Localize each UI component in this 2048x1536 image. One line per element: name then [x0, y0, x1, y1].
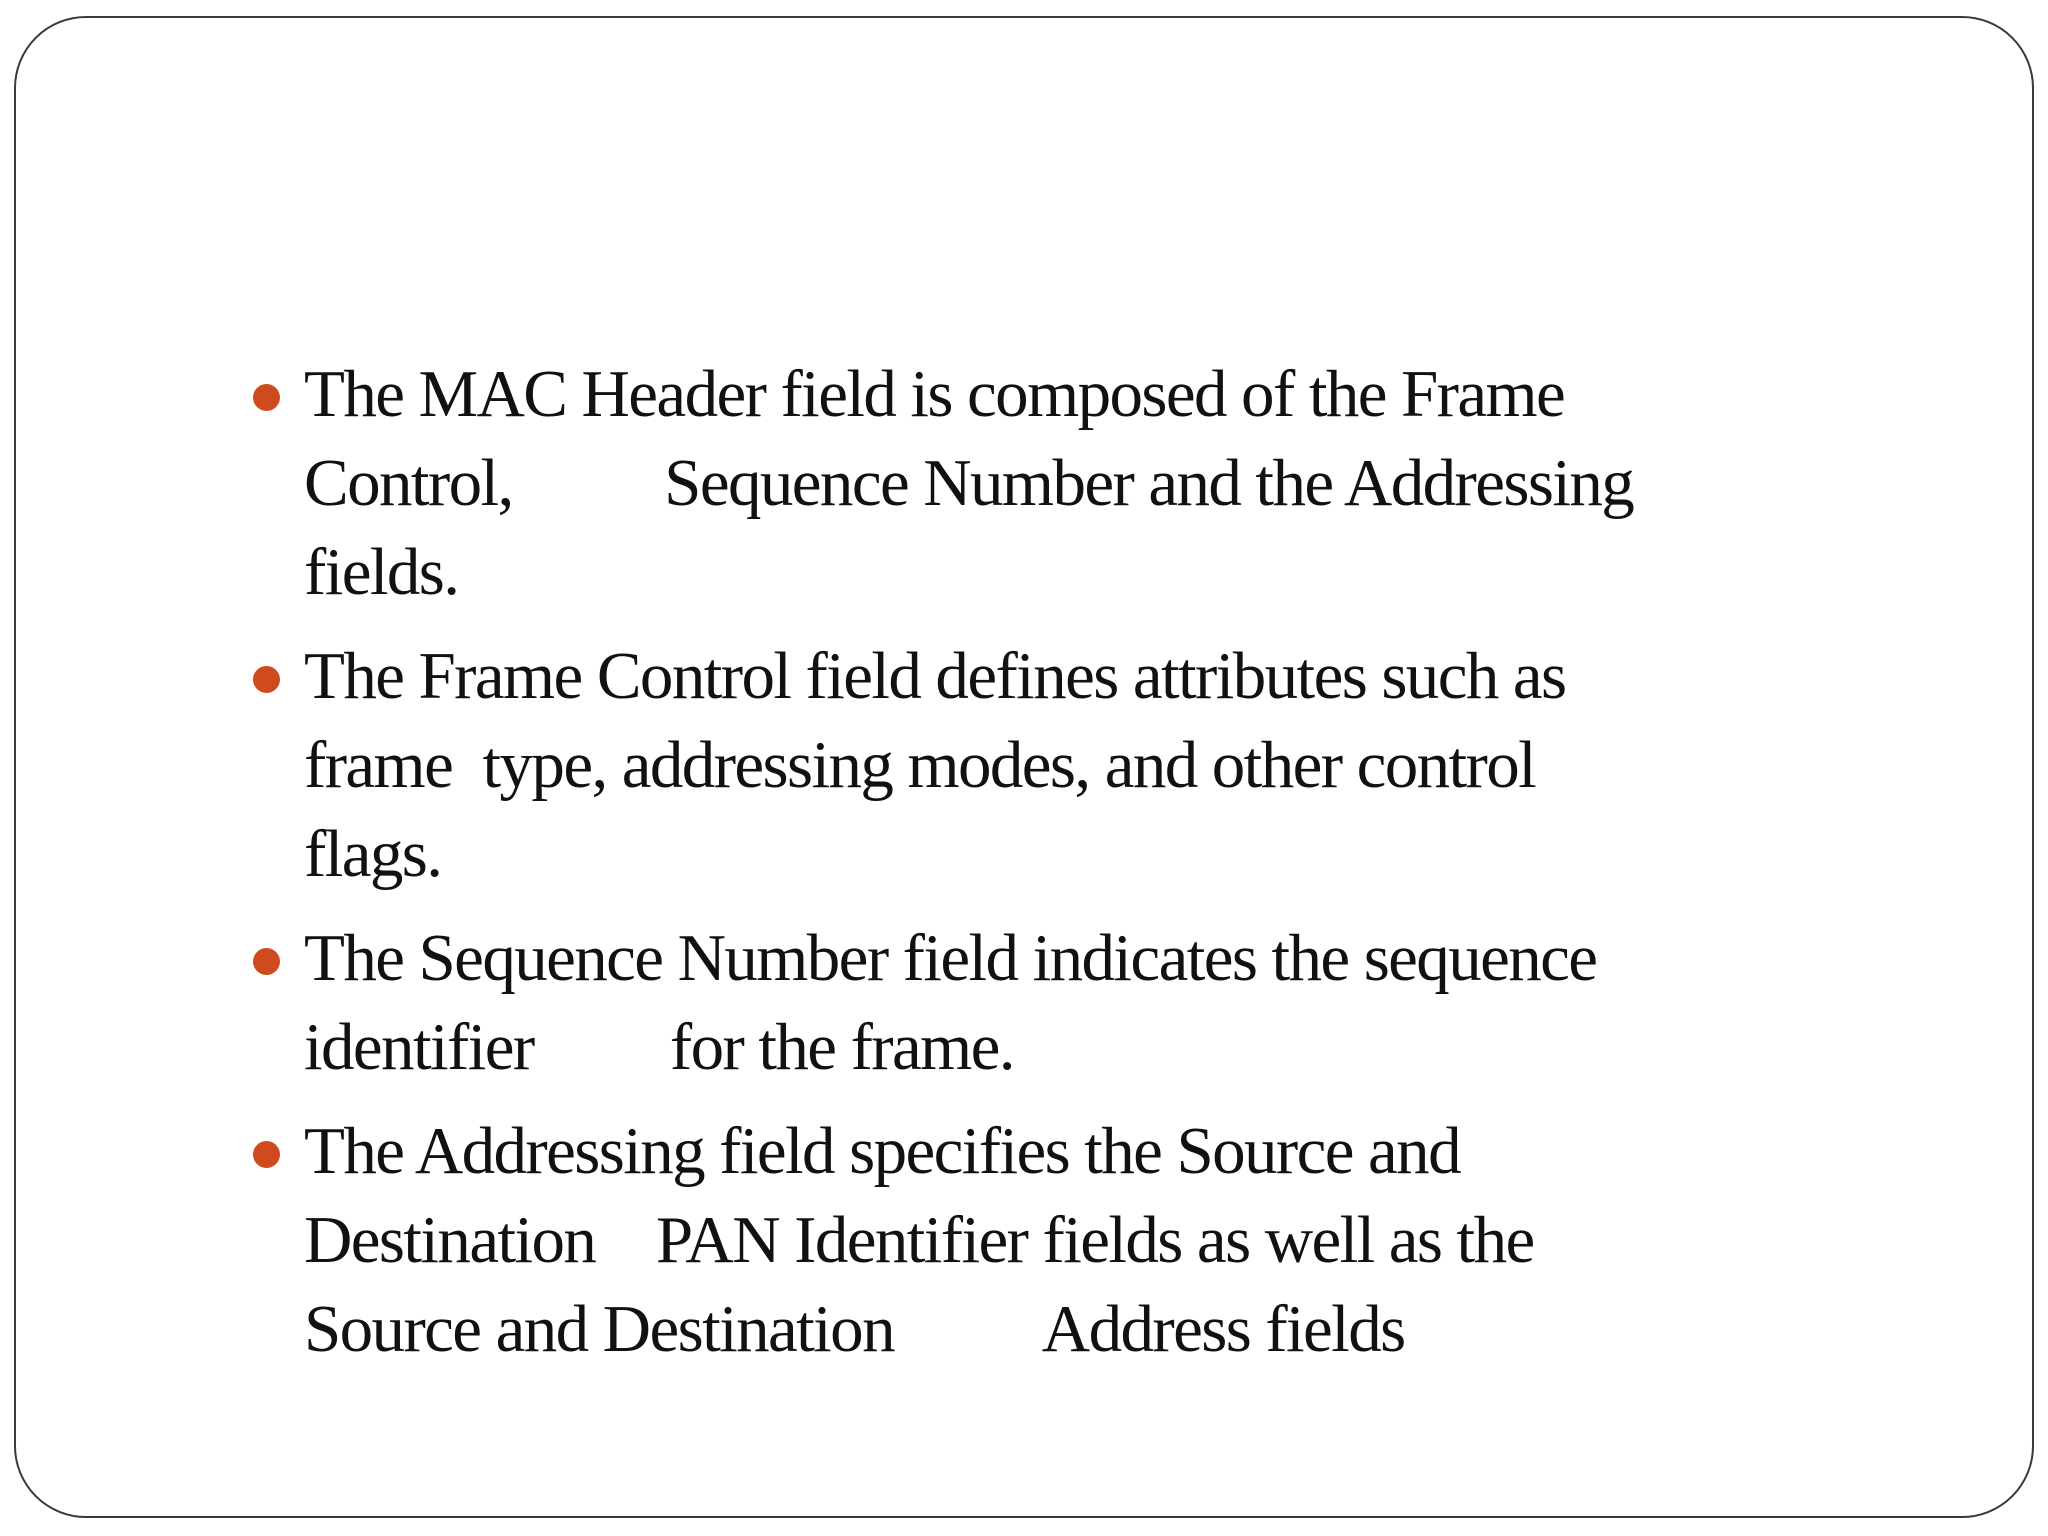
bullet-text-line: The Frame Control field defines attributes such as [304, 639, 1566, 713]
bullet-text-line: frame type, addressing modes, and other control [304, 728, 1536, 802]
bullet-item [252, 1107, 1812, 1374]
bullet-text-line: The MAC Header field is composed of the Frame [304, 357, 1565, 431]
bullet-dot-icon [253, 948, 280, 975]
bullet-text-line: The Sequence Number field indicates the sequence [304, 921, 1597, 995]
bullet-text-line: Control, Sequence Number and the Addressing [304, 446, 1634, 520]
bullet-dot-icon [253, 1141, 280, 1168]
bullet-text-line: Destination PAN Identifier fields as well as the [304, 1203, 1534, 1277]
bullet-text-line: The Addressing field specifies the Source and [304, 1114, 1460, 1188]
bullet-item [252, 914, 1812, 1092]
bullet-text-line: Source and Destination Address fields [304, 1292, 1405, 1366]
bullet-text-line: flags. [304, 817, 442, 891]
slide-frame [14, 16, 2034, 1518]
bullet-dot-icon [253, 666, 280, 693]
bullet-dot-icon [253, 384, 280, 411]
bullet-text-line: identifier for the frame. [304, 1010, 1014, 1084]
bullet-item [252, 350, 1812, 617]
bullet-item [252, 632, 1812, 899]
bullet-list [252, 350, 1812, 1389]
bullet-text-line: fields. [304, 535, 459, 609]
